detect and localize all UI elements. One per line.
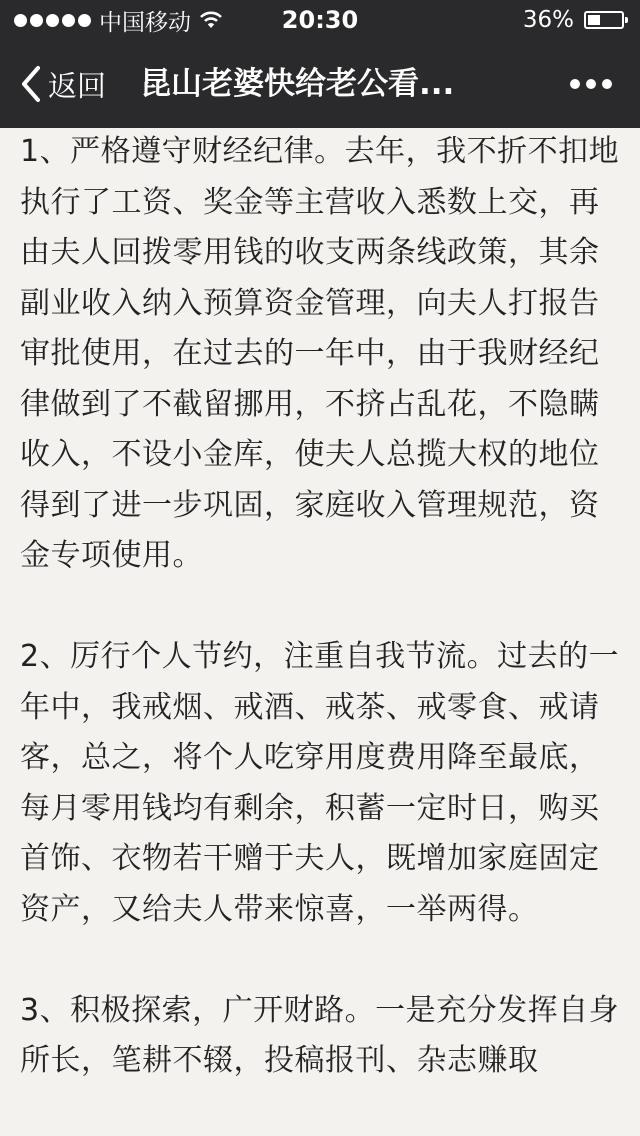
article-body: [20, 128, 622, 1136]
more-dot-icon: [570, 79, 580, 89]
article-paragraph: 3、积极探索，广开财路。一是充分发挥自身所长，笔耕不辍，投稿报刊、杂志赚取: [20, 992, 620, 1078]
article-paragraph: 2、厉行个人节约，注重自我节流。过去的一年中，我戒烟、戒酒、戒茶、戒零食、戒请客，总之，将个人吃穿用度费用降至最底，每月零用钱均有剩余，积蓄一定时日，购买首饰、衣物若干赠于夫人，既增加家庭固定资产，又给夫人带来惊喜，一举两得。: [20, 639, 620, 927]
battery-group: [523, 7, 624, 33]
navigation-bar: [0, 40, 640, 128]
more-dot-icon: [602, 79, 612, 89]
more-dot-icon: [586, 79, 596, 89]
battery-icon: [584, 11, 624, 29]
status-bar: [0, 0, 640, 40]
carrier-name: 中国移动: [99, 9, 191, 36]
back-button[interactable]: [18, 40, 106, 128]
article-paragraph: 1、严格遵守财经纪律。去年，我不折不扣地执行了工资、奖金等主营收入悉数上交，再由夫人回拨零用钱的收支两条线政策，其余副业收入纳入预算资金管理，向夫人打报告审批使用，在过去的一年中，由于我财经纪律做到了不截留挪用，不挤占乱花，不隐瞒收入，不设小金库，使夫人总揽大权的地位得到了进一步巩固，家庭收入管理规范，资金专项使用。: [20, 134, 620, 573]
back-label: 返回: [48, 68, 107, 103]
chevron-left-icon: [18, 64, 44, 104]
page-title: 昆山老婆快给老公看...: [140, 66, 455, 102]
battery-level-fill: [588, 15, 600, 25]
battery-percentage: 36%: [522, 7, 574, 33]
more-options-button[interactable]: [570, 40, 612, 128]
clock: 20:30: [281, 6, 359, 34]
